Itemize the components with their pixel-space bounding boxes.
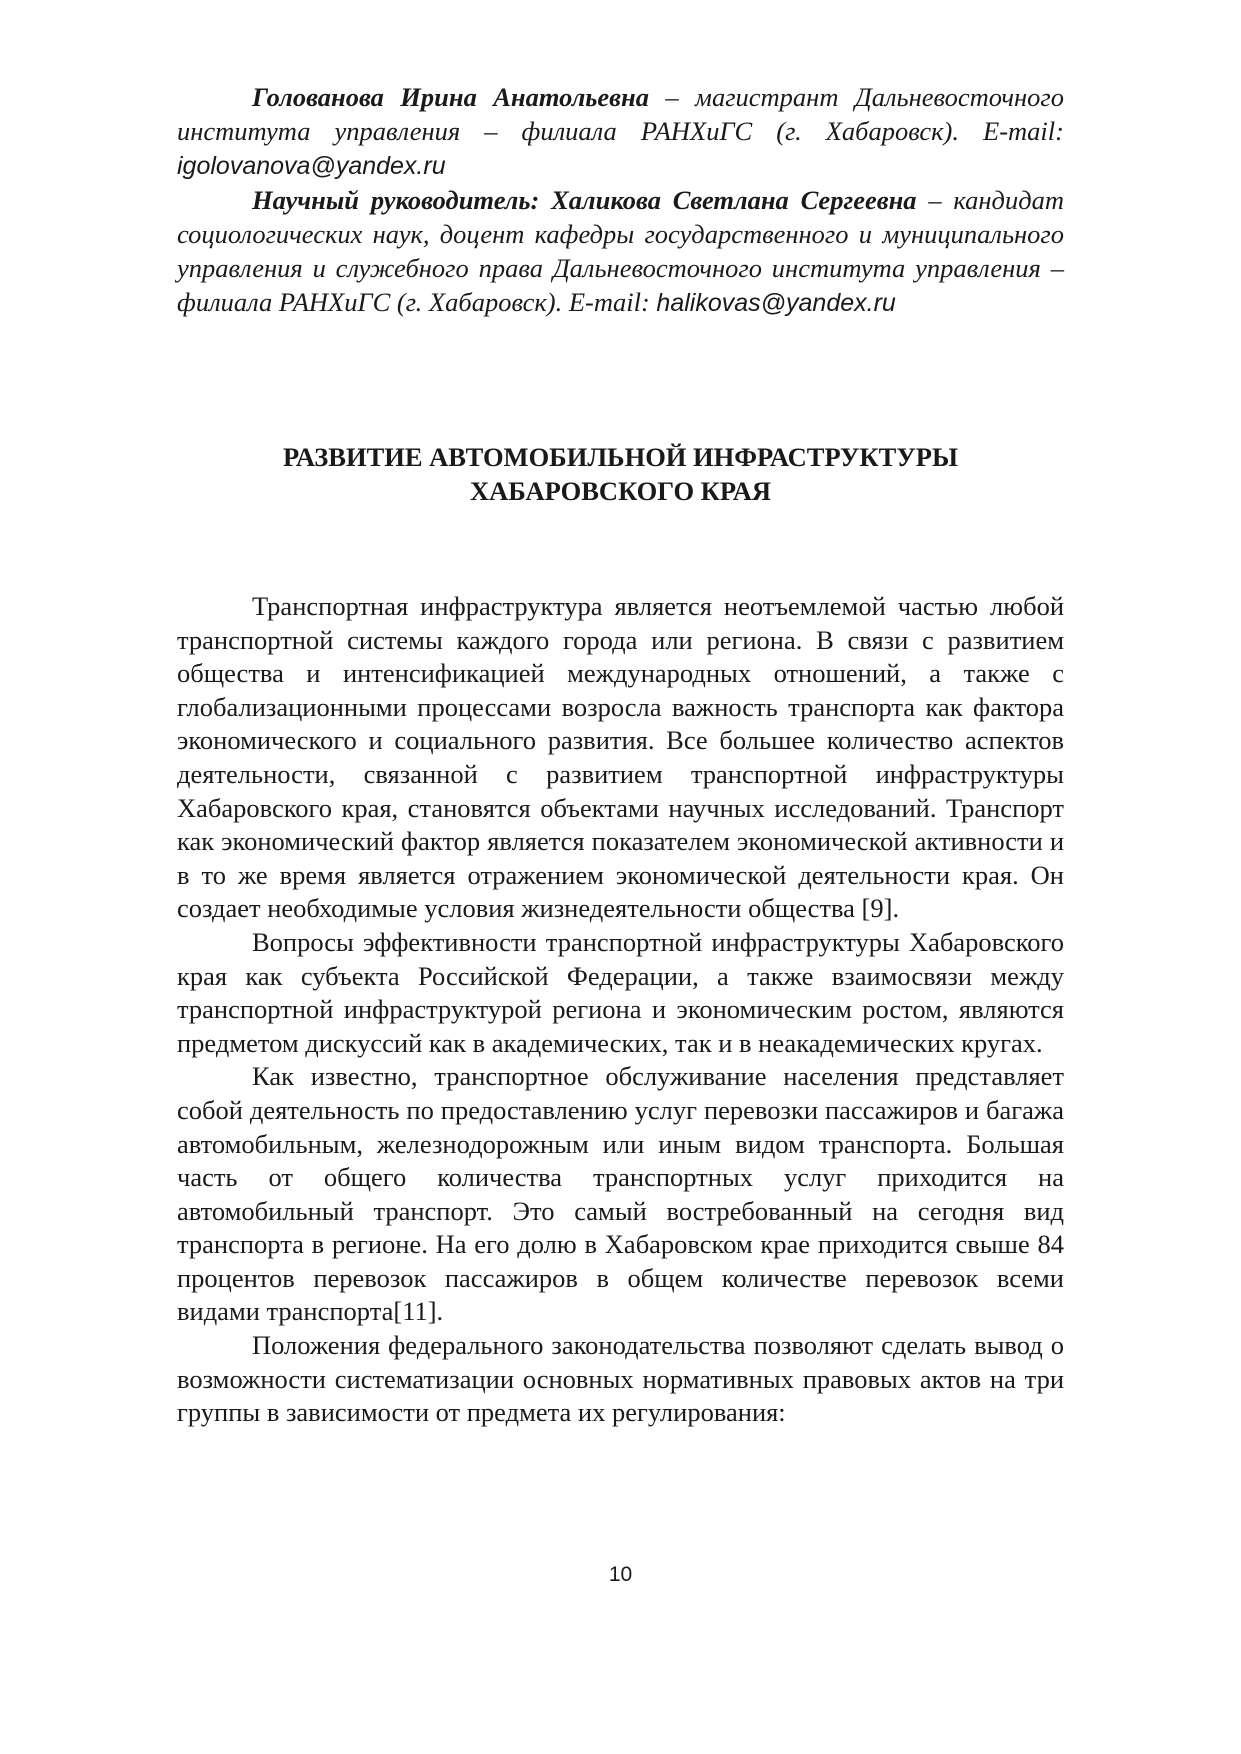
supervisor-name: Научный руководитель: Халикова Светлана Сергеевна	[252, 185, 917, 215]
paragraph-1: Транспортная инфраструктура является неотъемлемой частью любой транспортной системы каждого города или региона. В связи с развитием общества и интенсификацией международных отношений, а также с глобализационными процессами возросла важность транспорта как фактора экономического и социального развития. Все большее количество аспектов деятельности, связанной с развитием транспортной инфраструктуры Хабаровского края, становятся объектами научных исследований. Транспорт как экономический фактор является показателем экономической активности и в то же время является отражением экономической деятельности края. Он создает необходимые условия жизнедеятельности общества [9].	[177, 591, 1064, 924]
supervisor-block	[177, 183, 1064, 320]
paragraph-2: Вопросы эффективности транспортной инфраструктуры Хабаровского края как субъекта Российской Федерации, а также взаимосвязи между транспортной инфраструктурой региона и экономическим ростом, являются предметом дискуссий как в академических, так и в неакадемических кругах.	[177, 926, 1064, 1058]
article-body	[177, 590, 1064, 1430]
author-description: – магистрант Дальневосточного института управления – филиала РАНХиГС (г. Хабаровск). E-mail:	[177, 82, 1064, 146]
page-number: 10	[608, 1563, 633, 1586]
article-title-line-1: РАЗВИТИЕ АВТОМОБИЛЬНОЙ ИНФРАСТРУКТУРЫ	[283, 442, 958, 472]
author-name: Голованова Ирина Анатольевна	[252, 82, 649, 112]
paragraph-3: Как известно, транспортное обслуживание населения представляет собой деятельность по предоставлению услуг перевозки пассажиров и багажа автомобильным, железнодорожным или иным видом транспорта. Большая часть от общего количества транспортных услуг приходится на автомобильный транспорт. Это самый востребованный на сегодня вид транспорта в регионе. На его долю в Хабаровском крае приходится свыше 84 процентов перевозок пассажиров в общем количестве перевозок всеми видами транспорта[11].	[177, 1061, 1064, 1327]
supervisor-email: halikovas@yandex.ru	[656, 289, 896, 317]
author-block	[177, 80, 1064, 183]
document-page	[177, 80, 1064, 1430]
author-email: igolovanova@yandex.ru	[177, 152, 446, 180]
article-title	[177, 440, 1064, 508]
supervisor-description: – кандидат социологических наук, доцент кафедры государственного и муниципального управления и служебного права Дальневосточного института управления – филиала РАНХиГС (г. Хабаровск). E-mail:	[177, 185, 1064, 317]
article-title-line-2: ХАБАРОВСКОГО КРАЯ	[470, 476, 771, 506]
paragraph-4: Положения федерального законодательства позволяют сделать вывод о возможности систематизации основных нормативных правовых актов на три группы в зависимости от предмета их регулирования:	[177, 1330, 1064, 1428]
